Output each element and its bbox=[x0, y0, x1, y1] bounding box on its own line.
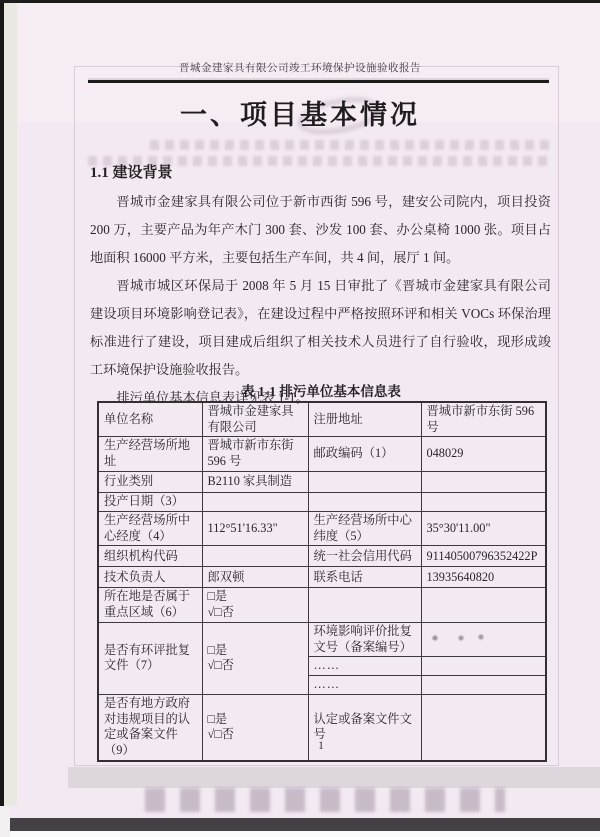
cell-label: 技术负责人 bbox=[98, 567, 202, 588]
cell-value: 91140500796352422P bbox=[421, 546, 546, 567]
cell-label: 认定或备案文件文号 bbox=[308, 694, 421, 760]
checkbox-no-checked: √□否 bbox=[207, 605, 234, 620]
paragraph: 晋城市城区环保局于 2008 年 5 月 15 日审批了《晋城市金建家具有限公司建设项目环境影响登记表》，在建设过程中严格按照环评和相关 VOCs 环保治理标准进行了建设，项目建成后组织了相关技术人员进行了自行验收，现形成竣工环境保护设施验收报告。 bbox=[90, 278, 551, 377]
checkbox-no-checked: √□否 bbox=[207, 658, 234, 673]
checkbox-cell bbox=[202, 622, 308, 694]
cell-value: 35°30'11.00" bbox=[421, 511, 546, 545]
empty-cell bbox=[421, 588, 546, 622]
table-title: 表 1-1 排污单位基本信息表 bbox=[241, 384, 401, 399]
scanner-bottom-edge bbox=[8, 818, 600, 831]
scanner-corner bbox=[0, 806, 10, 837]
ellipsis-cell: …… bbox=[308, 657, 421, 676]
cell-label: 是否有环评批复文件（7） bbox=[98, 622, 202, 694]
bleedthrough-text-line bbox=[150, 140, 550, 150]
paragraph: 排污单位基本信息表详见表 1-1。 bbox=[116, 390, 309, 405]
header-rule bbox=[88, 80, 549, 83]
empty-cell bbox=[308, 471, 421, 492]
cell-value: 112°51'16.33" bbox=[202, 511, 308, 545]
checkbox-yes: □是 bbox=[207, 589, 228, 604]
cell-label: 注册地址 bbox=[308, 402, 421, 437]
cell-value: 晋城市新市东街 596 号 bbox=[421, 402, 546, 437]
scanner-bottom-margin bbox=[0, 831, 600, 837]
cell-label: 生产经营场所中心纬度（5） bbox=[308, 511, 421, 545]
running-header: 晋城金建家具有限公司竣工环境保护设施验收报告 bbox=[179, 63, 421, 74]
empty-cell bbox=[308, 588, 421, 622]
cell-value: 13935640820 bbox=[421, 567, 546, 588]
empty-cell bbox=[308, 492, 421, 511]
cell-label: 投产日期（3） bbox=[98, 492, 202, 511]
cell-label: 联系电话 bbox=[308, 567, 421, 588]
empty-cell bbox=[202, 492, 308, 511]
cell-value: 晋城市金建家具有限公司 bbox=[202, 402, 308, 437]
cell-label: 所在地是否属于重点区域（6） bbox=[98, 588, 202, 622]
ellipsis-cell: …… bbox=[308, 676, 421, 695]
empty-cell bbox=[421, 657, 546, 676]
cell-label: 统一社会信用代码 bbox=[308, 546, 421, 567]
checkbox-yes: □是 bbox=[207, 711, 228, 726]
cell-value: B2110 家具制造 bbox=[202, 471, 308, 492]
cell-label: 是否有地方政府对违规项目的认定或备案文件（9） bbox=[98, 694, 202, 760]
cell-value: 郎双顿 bbox=[202, 567, 308, 588]
cell-label: 邮政编码（1） bbox=[308, 437, 421, 471]
paragraph: 晋城市金建家具有限公司位于新市西街 596 号，建安公司院内，项目投资 200 万，主要产品为年产木门 300 套、沙发 100 套、办公桌椅 1000 张。项目占地面积 16000 平方米，主要包括生产车间，共 4 间，展厅 1 间。 bbox=[90, 194, 551, 265]
checkbox-cell bbox=[202, 588, 308, 622]
pollutant-unit-info-table bbox=[97, 401, 547, 762]
empty-cell bbox=[202, 546, 308, 567]
empty-cell bbox=[421, 471, 546, 492]
scan-shadow-band bbox=[68, 767, 600, 788]
cell-value bbox=[421, 622, 546, 656]
faint-handwriting-marks bbox=[427, 633, 487, 643]
scanner-top-edge bbox=[0, 0, 600, 3]
empty-cell bbox=[421, 676, 546, 695]
section-heading: 1.1 建设背景 bbox=[90, 165, 173, 181]
cell-value: 晋城市新市东街 596 号 bbox=[202, 437, 308, 471]
bleedthrough-large-text bbox=[145, 788, 505, 812]
cell-label: 组织机构代码 bbox=[98, 546, 202, 567]
page-title: 一、项目基本情况 bbox=[180, 100, 420, 130]
cell-label: 单位名称 bbox=[98, 402, 202, 437]
cell-label: 生产经营场所地址 bbox=[98, 437, 202, 471]
checkbox-no-checked: √□否 bbox=[207, 727, 234, 742]
checkbox-yes: □是 bbox=[207, 642, 228, 657]
page-number: 1 bbox=[318, 740, 324, 752]
empty-cell bbox=[421, 492, 546, 511]
cell-value: 048029 bbox=[421, 437, 546, 471]
body-paragraphs bbox=[90, 188, 551, 412]
cell-label: 行业类别 bbox=[98, 471, 202, 492]
cell-label: 环境影响评价批复文号（备案编号） bbox=[308, 622, 421, 656]
cell-label: 生产经营场所中心经度（4） bbox=[98, 511, 202, 545]
